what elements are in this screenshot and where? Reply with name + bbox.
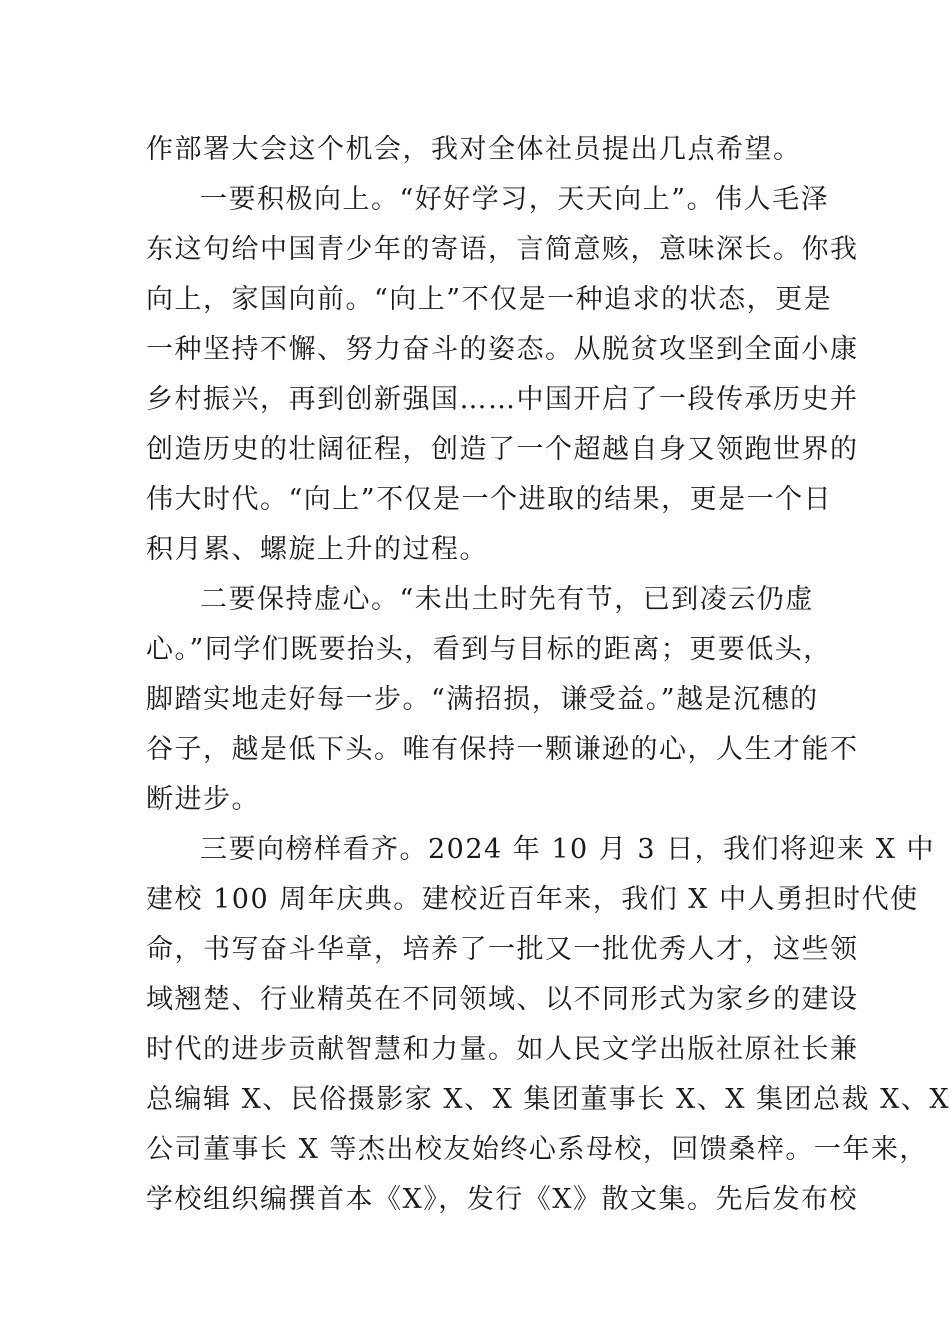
text-line: 脚踏实地走好每一步。“满招损，谦受益。”越是沉穗的: [146, 684, 819, 715]
paragraph-1-first-line: 一要积极向上。“好好学习，天天向上”。伟人毛泽: [200, 184, 830, 215]
text-line: 学校组织编撰首本《X》，发行《X》散文集。先后发布校: [146, 1184, 858, 1215]
text-line: 谷子，越是低下头。唯有保持一颗谦逊的心，人生才能不: [146, 734, 859, 765]
text-line: 断进步。: [146, 784, 260, 815]
text-line: 建校 100 周年庆典。建校近百年来，我们 X 中人勇担时代使: [146, 884, 919, 915]
text-line: 心。”同学们既要抬头，看到与目标的距离；更要低头，: [146, 634, 832, 665]
paragraph-2-first-line: 二要保持虚心。“未出土时先有节，已到凌云仍虚: [200, 584, 814, 615]
text-line: 乡村振兴，再到创新强国……中国开启了一段传承历史并: [146, 384, 859, 415]
text-line: 域翘楚、行业精英在不同领域、以不同形式为家乡的建设: [146, 984, 859, 1015]
text-line: 命，书写奋斗华章，培养了一批又一批优秀人才，这些领: [146, 934, 859, 965]
text-line: 作部署大会这个机会，我对全体社员提出几点希望。: [146, 134, 802, 165]
text-line: 伟大时代。“向上”不仅是一个进取的结果，更是一个日: [146, 484, 833, 515]
text-line: 向上，家国向前。“向上”不仅是一种追求的状态，更是: [146, 284, 833, 315]
text-line: 创造历史的壮阔征程，创造了一个超越自身又领跑世界的: [146, 434, 859, 465]
text-line: 一种坚持不懈、努力奋斗的姿态。从脱贫攻坚到全面小康: [146, 334, 859, 365]
text-line: 公司董事长 X 等杰出校友始终心系母校，回馈桑梓。一年来，: [146, 1134, 928, 1165]
text-line: 总编辑 X、民俗摄影家 X、X 集团董事长 X、X 集团总裁 X、X: [146, 1084, 950, 1115]
text-line: 东这句给中国青少年的寄语，言简意赅，意味深长。你我: [146, 234, 859, 265]
paragraph-3-first-line: 三要向榜样看齐。2024 年 10 月 3 日，我们将迎来 X 中: [200, 834, 936, 865]
text-line: 积月累、螺旋上升的过程。: [146, 534, 488, 565]
text-line: 时代的进步贡献智慧和力量。如人民文学出版社原社长兼: [146, 1034, 859, 1065]
